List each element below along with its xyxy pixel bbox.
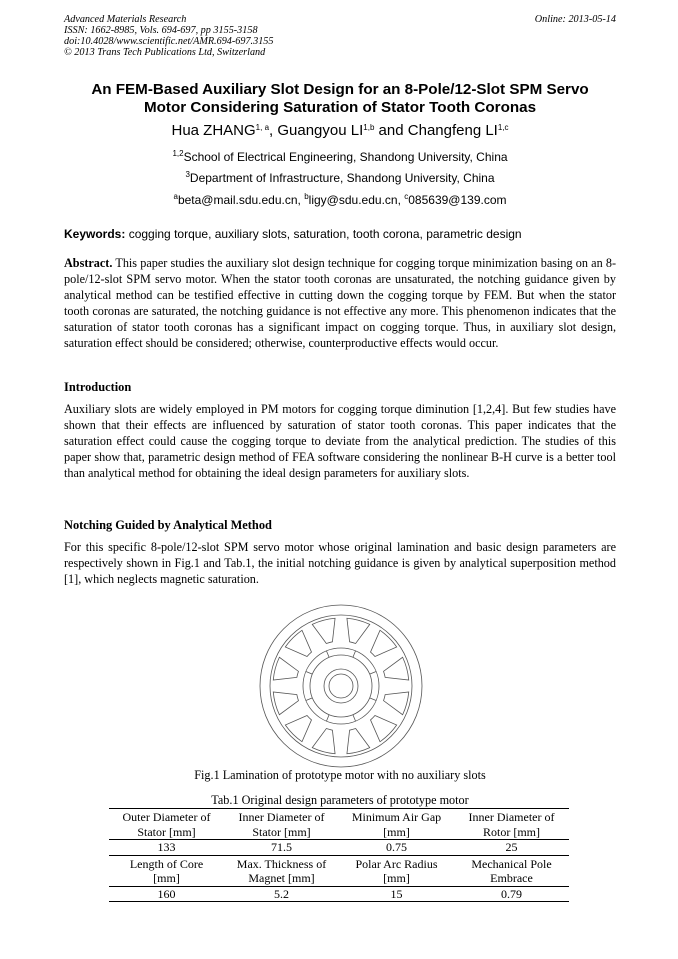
abstract xyxy=(64,255,616,351)
abstract-label: Abstract. xyxy=(64,256,113,270)
journal-name: Advanced Materials Research xyxy=(64,14,187,25)
email-address[interactable]: ligy@sdu.edu.cn, xyxy=(308,193,405,207)
magnet-separator xyxy=(326,715,329,721)
table-header-cell: Polar Arc Radius [mm] xyxy=(339,855,454,886)
table-cell: 71.5 xyxy=(224,840,339,856)
keywords xyxy=(64,227,616,242)
email-address[interactable]: beta@mail.sdu.edu.cn, xyxy=(177,193,305,207)
journal-info xyxy=(64,14,616,58)
stator-slot xyxy=(371,630,397,656)
section-heading-introduction: Introduction xyxy=(64,380,132,394)
design-parameters-table xyxy=(109,808,569,902)
email-mark: a xyxy=(173,192,178,201)
table-header-cell: Outer Diameter of Stator [mm] xyxy=(109,809,224,840)
notching-text: For this specific 8-pole/12-slot SPM servo motor whose original lamination and basic design parameters are respectively shown in Fig.1 and Tab.1, the initial notching guidance is given by analytical superposition method [1], which neglects magnetic saturation. xyxy=(64,540,616,586)
magnet-separator xyxy=(353,715,356,721)
stator-yoke-circle xyxy=(270,615,412,757)
magnet-separator xyxy=(326,651,329,657)
affiliation-mark: 1,2 xyxy=(172,149,184,158)
table-cell: 0.75 xyxy=(339,840,454,856)
section-heading-notching: Notching Guided by Analytical Method xyxy=(64,518,272,532)
journal-header xyxy=(64,14,616,58)
author-affiliation-mark: 1,c xyxy=(497,123,509,132)
table-header-cell: Length of Core [mm] xyxy=(109,855,224,886)
table-cell: 25 xyxy=(454,840,569,856)
stator-slot xyxy=(347,729,370,754)
affiliation-text: School of Electrical Engineering, Shandong University, China xyxy=(183,150,508,164)
stator-slot xyxy=(312,618,335,643)
stator-slot xyxy=(285,716,311,742)
stator-slot xyxy=(312,729,335,754)
abstract-text: This paper studies the auxiliary slot design technique for cogging torque minimization basing on an 8-pole/12-slot SPM servo motor. When the stator tooth coronas are unsaturated, the notching guidance given by analytical method can be testified effective in cutting down the cogging torque by FEM. But when the stator tooth coronas are saturated, the notching guidance is not effective any more. This phenomenon indicates that the saturation of stator tooth coronas has a significant impact on cogging torque. Thus, in auxiliary slot design, saturation effect should be considered; otherwise, counterproductive effects would occur. xyxy=(64,256,616,350)
table-header-cell: Mechanical Pole Embrace xyxy=(454,855,569,886)
figure-1-caption: Fig.1 Lamination of prototype motor with no auxiliary slots xyxy=(194,768,486,782)
magnet-separator xyxy=(370,698,376,701)
author-separator: , xyxy=(269,122,278,139)
paper-title xyxy=(64,81,616,117)
table-header-row xyxy=(109,809,569,840)
keywords-label: Keywords: xyxy=(64,227,126,241)
email-mark: b xyxy=(304,192,309,201)
table-header-cell: Max. Thickness of Magnet [mm] xyxy=(224,855,339,886)
table-header-cell: Minimum Air Gap [mm] xyxy=(339,809,454,840)
stator-slot xyxy=(384,692,409,715)
affiliation-text: Department of Infrastructure, Shandong University, China xyxy=(189,171,495,185)
magnet-separator xyxy=(370,671,376,674)
stator-slot xyxy=(273,657,298,680)
email-address[interactable]: 085639@139.com xyxy=(408,193,507,207)
table-1-caption: Tab.1 Original design parameters of prototype motor xyxy=(211,793,469,807)
stator-slot xyxy=(371,716,397,742)
email-line xyxy=(64,193,616,207)
magnet-separator xyxy=(353,651,356,657)
table-header-cell: Inner Diameter of Rotor [mm] xyxy=(454,809,569,840)
table-cell: 15 xyxy=(339,886,454,902)
table-cell: 0.79 xyxy=(454,886,569,902)
motor-lamination-figure xyxy=(259,604,423,768)
title-line-2: Motor Considering Saturation of Stator Tooth Coronas xyxy=(143,99,537,116)
copyright-line: © 2013 Trans Tech Publications Ltd, Switzerland xyxy=(64,47,266,58)
title-line-1: An FEM-Based Auxiliary Slot Design for an 8-Pole/12-Slot SPM Servo xyxy=(91,81,589,98)
table-cell: 5.2 xyxy=(224,886,339,902)
keywords-text: cogging torque, auxiliary slots, saturation, tooth corona, parametric design xyxy=(125,227,522,241)
shaft-inner-circle xyxy=(329,674,353,698)
rotor-outer-circle xyxy=(303,648,379,724)
doi-line: doi:10.4028/www.scientific.net/AMR.694-697.3155 xyxy=(64,36,274,47)
author-list xyxy=(64,121,616,141)
magnet-separator xyxy=(306,698,312,701)
online-date: Online: 2013-05-14 xyxy=(534,14,616,25)
table-row xyxy=(109,886,569,902)
rotor-mid-circle xyxy=(310,655,372,717)
author-separator: and xyxy=(374,122,408,139)
table-row xyxy=(109,840,569,856)
magnet-separator xyxy=(306,671,312,674)
email-mark: c xyxy=(404,192,409,201)
table-cell: 160 xyxy=(109,886,224,902)
stator-slot xyxy=(347,618,370,643)
author-name: Hua ZHANG xyxy=(171,122,256,139)
stator-slot xyxy=(285,630,311,656)
table-cell: 133 xyxy=(109,840,224,856)
author-affiliation-mark: 1,b xyxy=(363,123,375,132)
stator-outer-circle xyxy=(260,605,422,767)
table-header-cell: Inner Diameter of Stator [mm] xyxy=(224,809,339,840)
affiliation-mark: 3 xyxy=(185,170,190,179)
author-name: Guangyou LI xyxy=(277,122,364,139)
author-affiliation-mark: 1, a xyxy=(255,123,270,132)
introduction-text: Auxiliary slots are widely employed in PM motors for cogging torque diminution [1,2,4]. But few studies have shown that their effects are influenced by saturation of stator tooth coronas. This paper indicates that the saturation effect could cause the cogging torque to deviate from the analytical prediction. The studies of this paper show that, parametric design method of FEA software considering the nonlinear B-H curve is a better tool than analytical method for obtaining the ideal design parameters for auxiliary slots. xyxy=(64,402,616,480)
affiliation-2 xyxy=(64,171,616,185)
table-header-row xyxy=(109,855,569,886)
stator-slot xyxy=(273,692,298,715)
affiliation-1 xyxy=(64,150,616,164)
issn-line: ISSN: 1662-8985, Vols. 694-697, pp 3155-3158 xyxy=(64,25,258,36)
stator-slot xyxy=(384,657,409,680)
author-name: Changfeng LI xyxy=(407,122,498,139)
